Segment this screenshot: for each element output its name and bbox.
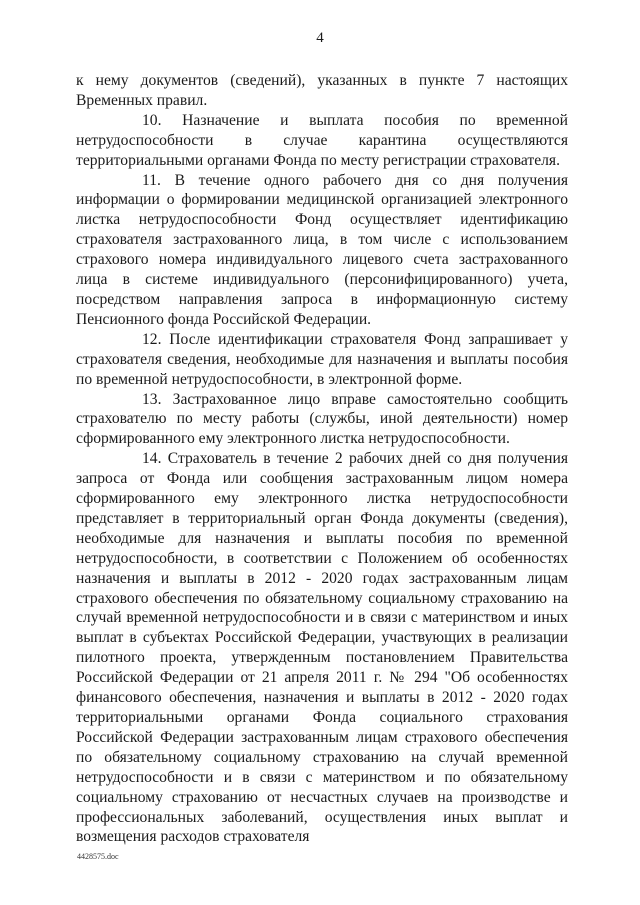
paragraph-12: 12. После идентификации страхователя Фонд запрашивает у страхователя сведения, необходимые для назначения и выплаты пособия по временной нетрудоспособности, в электронной форме. xyxy=(76,330,568,388)
page-number: 4 xyxy=(316,30,324,46)
document-body xyxy=(76,71,568,847)
paragraph-14: 14. Страхователь в течение 2 рабочих дней со дня получения запроса от Фонда или сообщения застрахованным лицом номера сформированного ему электронного листка нетрудоспособности представляет в территориальный орган Фонда документы (сведения), необходимые для назначения и выплаты пособия по временной нетрудоспособности, в соответствии с Положением об особенностях назначения и выплаты в 2012 - 2020 годах застрахованным лицам страхового обеспечения по обязательному социальному страхованию на случай временной нетрудоспособности и в связи с материнством и иных выплат в субъектах Российской Федерации, участвующих в реализации пилотного проекта, утвержденным постановлением Правительства Российской Федерации от 21 апреля 2011 г. № 294 "Об особенностях финансового обеспечения, назначения и выплаты в 2012 - 2020 годах территориальными органами Фонда социального страхования Российской Федерации застрахованным лицам страхового обеспечения по обязательному социальному страхованию на случай временной нетрудоспособности и в связи с материнством и по обязательному социальному страхованию от несчастных случаев на производстве и профессиональных заболеваний, осуществления иных выплат и возмещения расходов страхователя xyxy=(76,450,568,846)
paragraph-11: 11. В течение одного рабочего дня со дня получения информации о формировании медицинской организацией электронного листка нетрудоспособности Фонд осуществляет идентификацию страхователя застрахованного лица, в том числе с использованием страхового номера индивидуального лицевого счета застрахованного лица в системе индивидуального (персонифицированного) учета, посредством направления запроса в информационную систему Пенсионного фонда Российской Федерации. xyxy=(76,171,568,328)
paragraph-continuation: к нему документов (сведений), указанных в пункте 7 настоящих Временных правил. xyxy=(76,72,568,109)
paragraph-13: 13. Застрахованное лицо вправе самостоятельно сообщить страхователю по месту работы (службы, иной деятельности) номер сформированного ему электронного листка нетрудоспособности. xyxy=(76,390,568,448)
paragraph-10: 10. Назначение и выплата пособия по временной нетрудоспособности в случае карантина осуществляются территориальными органами Фонда по месту регистрации страхователя. xyxy=(76,111,568,169)
file-reference: 4428575.doc xyxy=(77,852,119,861)
